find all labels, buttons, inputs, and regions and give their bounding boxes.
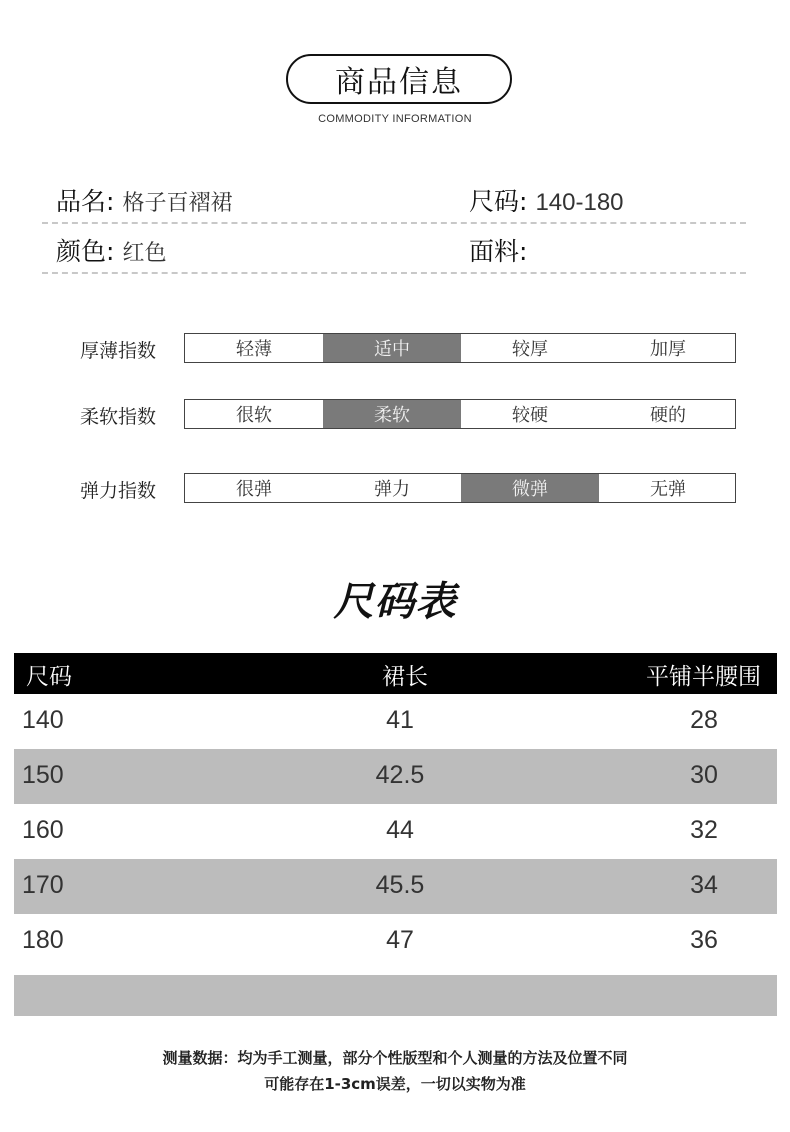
softness-option: 较硬 [512, 405, 548, 426]
product-size-label: 尺码: [469, 187, 528, 216]
table-row [14, 914, 777, 969]
softness-option: 很软 [236, 405, 272, 426]
column-header-length: 裙长 [382, 664, 428, 690]
cell-size: 140 [22, 706, 64, 734]
thickness-index-label: 厚薄指数 [80, 340, 157, 362]
softness-index-label: 柔软指数 [80, 406, 157, 428]
product-fabric-label: 面料: [469, 237, 528, 266]
table-row [14, 749, 777, 804]
thickness-scale [184, 333, 736, 363]
cell-size: 180 [22, 926, 64, 954]
elasticity-index-label: 弹力指数 [80, 480, 157, 502]
info-row-color-fabric [42, 226, 746, 274]
cell-length: 47 [386, 926, 414, 954]
cell-waist: 32 [690, 816, 718, 844]
column-header-waist: 平铺半腰围 [646, 664, 761, 690]
table-row [14, 694, 777, 749]
cell-waist: 36 [690, 926, 718, 954]
cell-size: 150 [22, 761, 64, 789]
product-color [56, 232, 166, 268]
softness-option: 硬的 [650, 405, 686, 426]
table-header [14, 653, 777, 694]
size-table [14, 653, 777, 969]
cell-waist: 28 [690, 706, 718, 734]
cell-size: 170 [22, 871, 64, 899]
section-title: 商品信息 [286, 54, 512, 104]
softness-scale [184, 399, 736, 429]
elasticity-option: 很弹 [236, 479, 272, 500]
product-size-value: 140-180 [535, 189, 624, 216]
cell-length: 44 [386, 816, 414, 844]
elasticity-option: 无弹 [650, 479, 686, 500]
cell-waist: 30 [690, 761, 718, 789]
cell-length: 41 [386, 706, 414, 734]
thickness-option: 较厚 [512, 339, 548, 360]
elasticity-option: 微弹 [461, 474, 599, 502]
measurement-note-line2: 可能存在1-3cm误差，一切以实物为准 [264, 1075, 526, 1093]
product-name-label: 品名: [56, 187, 115, 216]
thickness-option: 轻薄 [236, 339, 272, 360]
size-chart-heading: 尺码表 [333, 579, 457, 625]
info-row-name-size [42, 176, 746, 224]
elasticity-scale [184, 473, 736, 503]
thickness-option: 适中 [323, 334, 461, 362]
cell-waist: 34 [690, 871, 718, 899]
table-row [14, 859, 777, 914]
product-fabric [469, 232, 527, 268]
product-size [469, 182, 624, 218]
table-footer-bar [14, 975, 777, 1016]
column-header-size: 尺码 [26, 664, 72, 690]
thickness-option: 加厚 [650, 339, 686, 360]
table-row [14, 804, 777, 859]
section-subtitle: COMMODITY INFORMATION [318, 113, 472, 125]
measurement-note: 测量数据：均为手工测量，部分个性版型和个人测量的方法及位置不同 [162, 1049, 628, 1067]
product-color-label: 颜色: [56, 237, 115, 266]
product-color-value: 红色 [122, 241, 167, 266]
cell-length: 42.5 [375, 761, 425, 789]
product-name-value: 格子百褶裙 [122, 191, 233, 216]
product-name [56, 182, 232, 218]
softness-option: 柔软 [323, 400, 461, 428]
elasticity-option: 弹力 [374, 479, 410, 500]
cell-size: 160 [22, 816, 64, 844]
cell-length: 45.5 [375, 871, 425, 899]
